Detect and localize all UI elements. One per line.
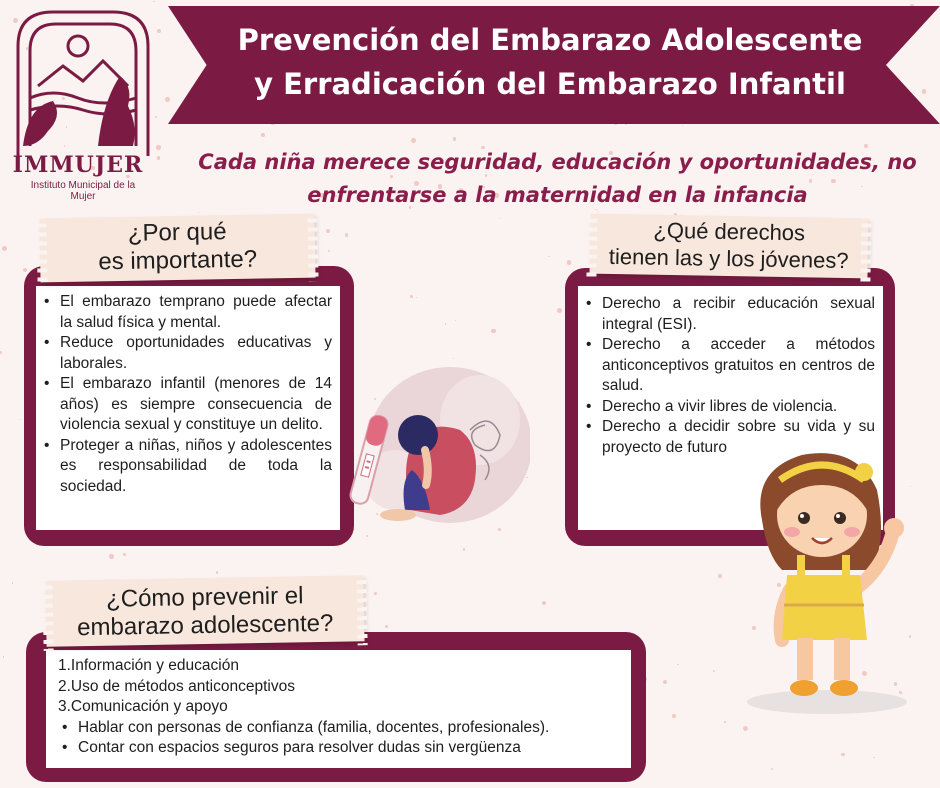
list-item: • Derecho a decidir sobre su vida y su proyecto de futuro — [582, 417, 875, 458]
speckle — [2, 246, 7, 251]
speckle — [374, 592, 377, 595]
title-line-2: y Erradicación del Embarazo Infantil — [254, 67, 846, 101]
why-heading-line-2: es importante? — [98, 245, 258, 276]
speckle — [922, 89, 926, 93]
speckle — [366, 535, 368, 537]
list-item: • El embarazo infantil (menores de 14 años) es siempre consecuencia de violencia sexual y constituye un delito. — [40, 374, 332, 436]
speckle — [198, 212, 199, 213]
why-heading — [39, 214, 315, 283]
speckle — [23, 268, 27, 272]
speckle — [548, 256, 549, 257]
speckle — [672, 714, 676, 718]
why-heading-line-1: ¿Por qué — [127, 218, 227, 247]
speckle — [713, 670, 715, 672]
list-item: • Derecho a acceder a métodos anticonceptivos gratuitos en centros de salud. — [582, 335, 875, 397]
waving-girl-illustration — [742, 440, 917, 725]
list-item: • El embarazo temprano puede afectar la salud física y mental. — [40, 292, 332, 333]
speckle — [724, 721, 725, 722]
title-line-1: Prevención del Embarazo Adolescente — [237, 23, 863, 57]
speckle — [677, 664, 679, 666]
speckle — [385, 625, 388, 628]
list-item: 1.Información y educación — [58, 657, 239, 674]
rights-heading — [589, 214, 868, 279]
speckle — [20, 419, 21, 420]
list-item: • Contar con espacios seguros para resolver dudas sin vergüenza — [58, 738, 623, 759]
page-title — [200, 18, 900, 106]
speckle — [718, 574, 722, 578]
rights-heading-line-2: tienen las y los jóvenes? — [608, 243, 849, 274]
speckle — [453, 137, 456, 140]
prevent-heading-line-2: embarazo adolescente? — [76, 609, 334, 642]
speckle — [445, 323, 446, 324]
list-item: • Derecho a recibir educación sexual integral (ESI). — [582, 294, 875, 335]
speckle — [873, 757, 874, 758]
list-item: 3.Comunicación y apoyo — [58, 698, 228, 715]
speckle — [3, 656, 5, 658]
speckle — [416, 297, 417, 298]
speckle — [12, 582, 14, 584]
list-item: • Hablar con personas de confianza (familia, docentes, profesionales). — [58, 718, 623, 739]
subtitle-line-1: Cada niña merece seguridad, educación y oportunidades, no — [198, 150, 917, 174]
subtitle-line-2: enfrentarse a la maternidad en la infancia — [307, 183, 808, 207]
speckle — [743, 726, 748, 731]
prevent-panel-body — [46, 650, 631, 768]
speckle — [463, 548, 466, 551]
speckle — [499, 218, 500, 219]
sad-teen-illustration — [330, 360, 530, 535]
speckle — [109, 554, 114, 559]
speckle — [542, 601, 546, 605]
rights-list — [582, 294, 875, 458]
prevent-heading-line-1: ¿Cómo prevenir el — [105, 582, 304, 613]
prevent-bullet-list — [58, 718, 623, 759]
speckle — [410, 295, 413, 298]
list-item: • Reduce oportunidades educativas y laborales. — [40, 333, 332, 374]
speckle — [153, 1, 155, 3]
speckle — [345, 233, 349, 237]
speckle — [453, 358, 454, 359]
logo-subtitle: Instituto Municipal de la Mujer — [30, 180, 136, 202]
speckle — [491, 329, 496, 334]
logo-name: IMMUJER — [12, 152, 144, 178]
speckle — [682, 125, 683, 126]
speckle — [455, 320, 457, 322]
list-item: • Proteger a niñas, niños y adolescentes es responsabilidad de toda la sociedad. — [40, 436, 332, 498]
why-panel-body — [36, 286, 340, 530]
speckle — [326, 229, 330, 233]
speckle — [663, 680, 667, 684]
prevent-heading — [45, 575, 364, 647]
why-list — [40, 292, 332, 497]
speckle — [0, 351, 2, 353]
speckle — [841, 753, 844, 756]
speckle — [557, 308, 562, 313]
list-item: 2.Uso de métodos anticonceptivos — [58, 677, 295, 695]
list-item: • Derecho a vivir libres de violencia. — [582, 397, 875, 418]
prevent-numbered-list — [58, 656, 623, 718]
speckle — [165, 97, 170, 102]
page-subtitle — [185, 146, 930, 212]
rights-heading-line-1: ¿Qué derechos — [653, 217, 806, 246]
speckle — [328, 250, 330, 252]
speckle — [411, 138, 416, 143]
speckle — [216, 571, 218, 573]
speckle — [261, 133, 265, 137]
speckle — [771, 768, 773, 770]
speckle — [123, 553, 126, 556]
speckle — [567, 260, 572, 265]
